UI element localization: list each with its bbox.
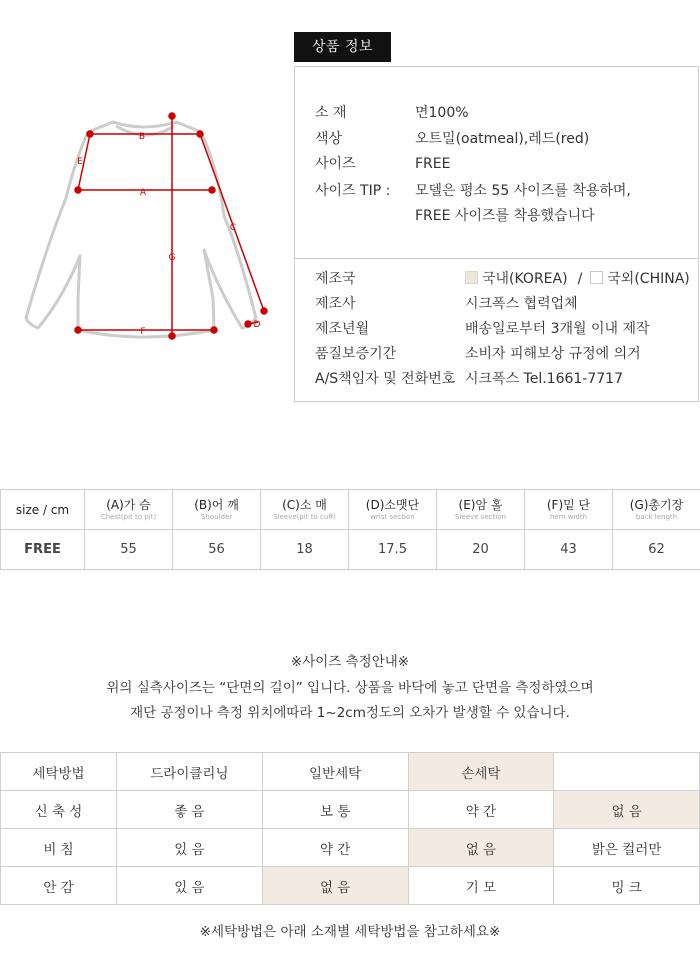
- header-label: (G)총기장: [629, 497, 684, 512]
- info-key: 제조사: [315, 296, 356, 312]
- header-label: (E)암 홀: [458, 497, 503, 512]
- info-value: 소비자 피해보상 규정에 의거: [465, 346, 641, 362]
- notice-line-2: 재단 공정이나 측정 위치에따라 1~2cm정도의 오차가 발생할 수 있습니다.: [130, 705, 570, 721]
- info-value: 오트밀(oatmeal),레드(red): [415, 131, 590, 147]
- info-value: 시크폭스 협력업체: [465, 296, 578, 312]
- size-table-corner: size / cm: [1, 490, 85, 530]
- origin-separator: /: [577, 271, 583, 287]
- size-header-armhole: [437, 490, 525, 530]
- size-cell: 43: [525, 530, 613, 570]
- info-key: 사이즈 TIP :: [315, 183, 391, 199]
- care-row-label: 세탁방법: [1, 753, 117, 791]
- size-header-length: [613, 490, 700, 530]
- header-sub: back length: [635, 512, 678, 521]
- care-row-lining: [1, 867, 700, 905]
- info-divider: [295, 258, 698, 259]
- care-cell: 일반세탁: [262, 753, 408, 791]
- care-cell: 있 음: [117, 829, 263, 867]
- care-table: [0, 752, 700, 905]
- care-cell: 보 통: [262, 791, 408, 829]
- care-row-wash: [1, 753, 700, 791]
- care-cell: 드라이클리닝: [117, 753, 263, 791]
- diagram-label-a: A: [139, 188, 147, 198]
- info-key: 색상: [315, 131, 343, 147]
- header-label: (C)소 매: [282, 497, 327, 512]
- origin-options: [465, 269, 690, 289]
- product-info-box: [294, 66, 699, 402]
- header-label: (D)소맷단: [365, 497, 420, 512]
- info-value: 배송일로부터 3개월 이내 제작: [465, 321, 650, 337]
- size-row-label: FREE: [1, 530, 85, 570]
- info-key: 제조국: [315, 271, 356, 287]
- info-value: FREE: [415, 156, 451, 172]
- care-cell: 좋 음: [117, 791, 263, 829]
- info-key: 소 재: [315, 105, 347, 121]
- origin-korea-label: 국내(KOREA): [482, 271, 568, 287]
- measurement-lines: [75, 113, 267, 339]
- diagram-label-f: F: [140, 327, 146, 337]
- diagram-label-b: B: [138, 132, 146, 142]
- care-row-sheer: [1, 829, 700, 867]
- header-label: (A)가 슴: [106, 497, 151, 512]
- size-table-row: [1, 530, 700, 570]
- product-info-tab: 상품 정보: [294, 32, 391, 62]
- header-sub: Sleeve(pit to cuff): [273, 512, 336, 521]
- size-table-header: [1, 490, 700, 530]
- footer-note: ※세탁방법은 아래 소재별 세탁방법을 참고하세요※: [199, 924, 501, 940]
- care-cell: 밝은 컬러만: [554, 829, 700, 867]
- size-cell: 18: [261, 530, 349, 570]
- notice-line-1: 위의 실측사이즈는 “단면의 길이” 입니다. 상품을 바닥에 놓고 단면을 측정하였으며: [106, 680, 594, 696]
- info-value: 시크폭스 Tel.1661-7717: [465, 371, 623, 387]
- size-table: [0, 489, 700, 570]
- header-sub: Sleeve section: [455, 512, 506, 521]
- info-value: 면100%: [415, 105, 469, 121]
- header-sub: wrist section: [370, 512, 415, 521]
- size-cell: 55: [85, 530, 173, 570]
- info-value: 모델은 평소 55 사이즈를 착용하며,: [415, 183, 631, 199]
- care-cell-selected: 없 음: [554, 791, 700, 829]
- size-header-shoulder: [173, 490, 261, 530]
- info-value: FREE 사이즈를 착용했습니다: [415, 208, 595, 224]
- size-header-wrist: [349, 490, 437, 530]
- care-row-stretch: [1, 791, 700, 829]
- care-cell: 약 간: [408, 791, 554, 829]
- header-label: (B)어 깨: [194, 497, 239, 512]
- care-row-label: 비 침: [1, 829, 117, 867]
- header-sub: hem width: [549, 512, 588, 521]
- size-cell: 20: [437, 530, 525, 570]
- info-key: A/S책임자 및 전화번호: [315, 371, 456, 387]
- header-sub: Shoulder: [200, 512, 233, 521]
- origin-korea-checkbox: [465, 271, 478, 284]
- info-key: 품질보증기간: [315, 346, 397, 362]
- care-cell-selected: 손세탁: [408, 753, 554, 791]
- info-key: 사이즈: [315, 156, 356, 172]
- care-row-label: 안 감: [1, 867, 117, 905]
- care-cell-selected: 없 음: [408, 829, 554, 867]
- garment-outline: [26, 122, 256, 337]
- diagram-label-e: E: [77, 157, 83, 167]
- size-header-sleeve: [261, 490, 349, 530]
- header-label: (F)밑 단: [546, 497, 591, 512]
- care-cell-selected: 없 음: [262, 867, 408, 905]
- size-cell: 62: [613, 530, 700, 570]
- care-cell: 있 음: [117, 867, 263, 905]
- garment-measurement-diagram: [18, 108, 280, 348]
- header-sub: Chest(pit to pit): [100, 512, 157, 521]
- info-key: 제조년월: [315, 321, 370, 337]
- care-cell: 기 모: [408, 867, 554, 905]
- diagram-label-c: C: [229, 223, 237, 233]
- size-header-hem: [525, 490, 613, 530]
- care-cell: 약 간: [262, 829, 408, 867]
- diagram-label-g: G: [168, 253, 176, 263]
- diagram-label-d: D: [253, 320, 261, 330]
- size-cell: 17.5: [349, 530, 437, 570]
- care-row-label: 신 축 성: [1, 791, 117, 829]
- origin-china-label: 국외(CHINA): [607, 271, 690, 287]
- notice-title: ※사이즈 측정안내※: [290, 654, 410, 670]
- care-cell: 밍 크: [554, 867, 700, 905]
- care-cell: [554, 753, 700, 791]
- size-cell: 56: [173, 530, 261, 570]
- size-header-chest: [85, 490, 173, 530]
- origin-china-checkbox: [590, 271, 603, 284]
